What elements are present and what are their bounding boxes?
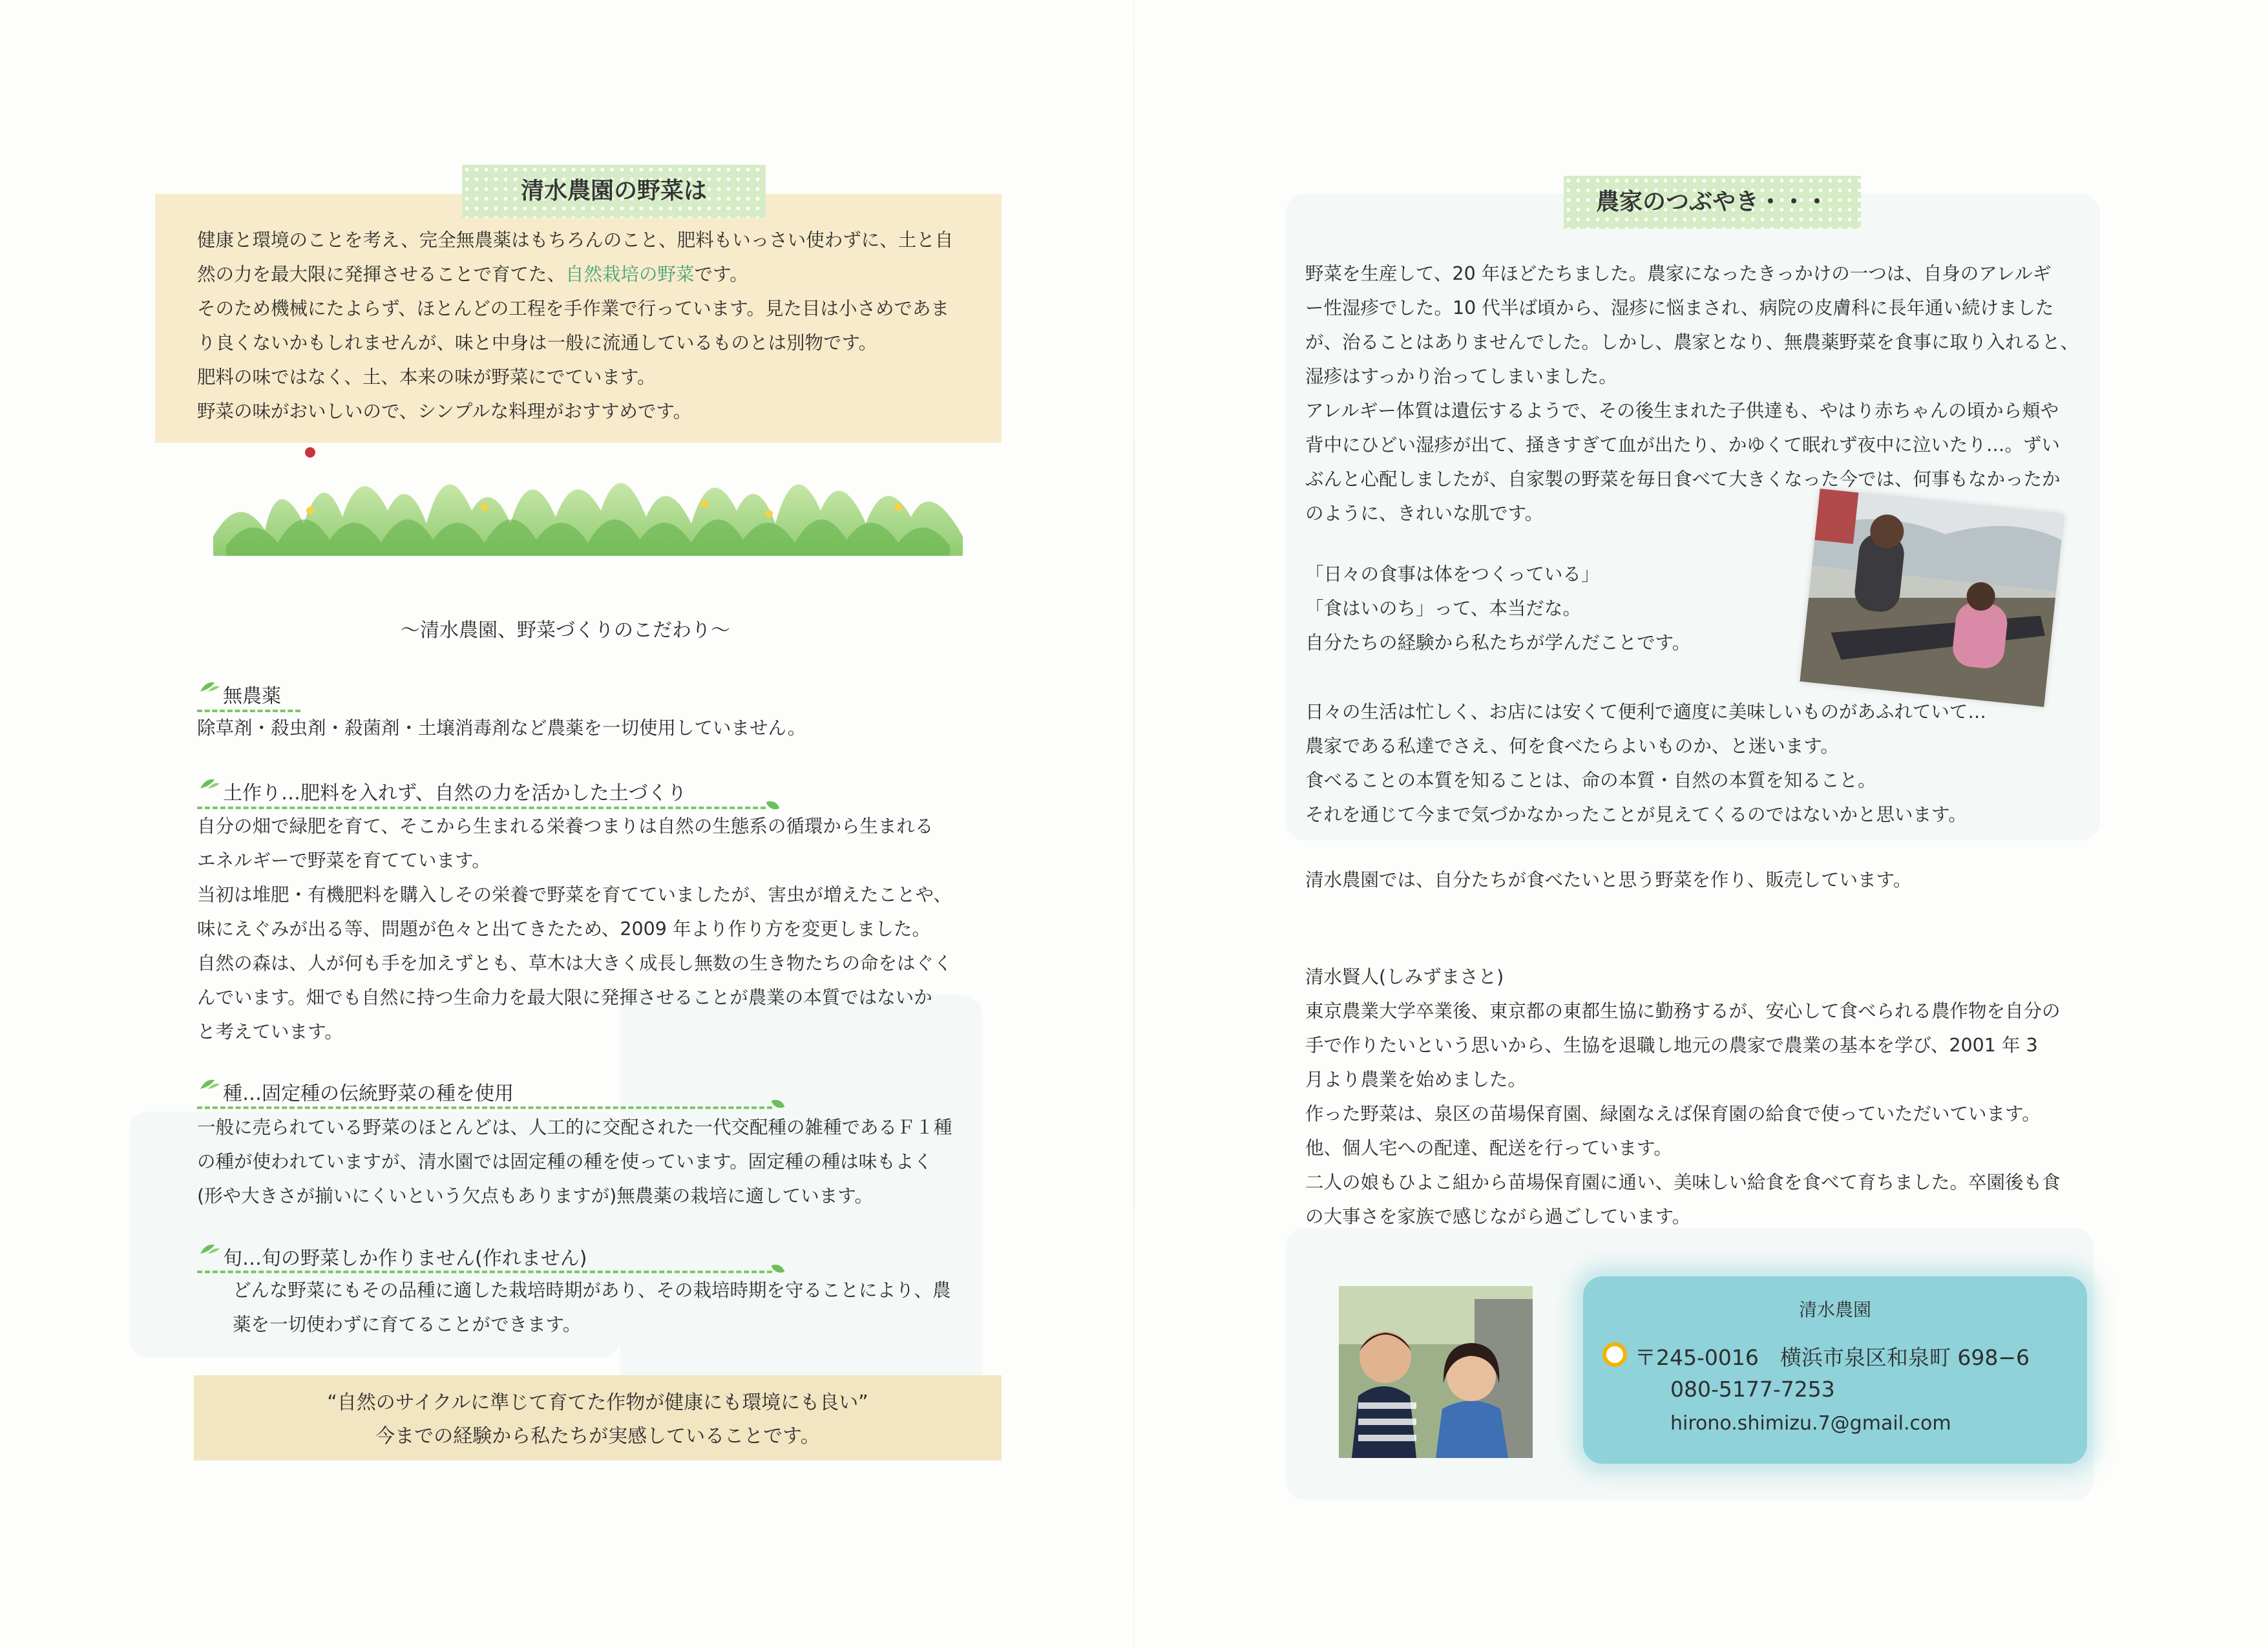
section-heading-seeds: 種…固定種の伝統野菜の種を使用 <box>223 1083 514 1105</box>
left-page-title: 清水農園の野菜は <box>462 165 766 218</box>
essay-line: が、治ることはありませんでした。しかし、農家となり、無農薬野菜を食事に取り入れると、 <box>1305 332 2079 353</box>
essay-line: のように、きれいな肌です。 <box>1305 503 1544 524</box>
intro-line-text: 然の力を最大限に発揮させることで育てた、 <box>197 264 566 285</box>
field-photo <box>1800 489 2064 707</box>
profile-name: 清水賢人(しみずまさと) <box>1305 966 1504 988</box>
essay-line: 農家である私達でさえ、何を食べたらよいものか、と迷います。 <box>1305 735 1839 757</box>
intro-line-after: です。 <box>694 264 748 285</box>
essay-line: 自分たちの経験から私たちが学んだことです。 <box>1305 632 1691 653</box>
section-text: 薬を一切使わずに育てることができます。 <box>233 1314 582 1335</box>
intro-line: 野菜の味がおいしいので、シンプルな料理がおすすめです。 <box>197 401 692 422</box>
section-text: 一般に売られている野菜のほとんどは、人工的に交配された一代交配種の雑種であるＦ１種 <box>197 1117 952 1138</box>
sprout-icon <box>199 1076 221 1090</box>
natural-farming-highlight: 自然栽培の野菜 <box>565 264 695 285</box>
right-page-title: 農家のつぶやき・・・ <box>1564 176 1861 229</box>
intro-line: 健康と環境のことを考え、完全無農薬はもちろんのこと、肥料もいっさい使わずに、土と自 <box>197 229 954 251</box>
intro-line: り良くないかもしれませんが、味と中身は一般に流通しているものとは別物です。 <box>197 332 877 354</box>
profile-line: 手で作りたいという思いから、生協を退職し地元の農家で農業の基本を学び、2001 年 3 <box>1305 1035 2038 1056</box>
essay-line: ぶんと心配しましたが、自家製の野菜を毎日食べて大きくなった今では、何事もなかったか <box>1305 469 2061 490</box>
bullet-icon <box>1602 1342 1627 1367</box>
essay-line: 湿疹はすっかり治ってしまいました。 <box>1305 366 1617 387</box>
section-text: どんな野菜にもその品種に適した栽培時期があり、その栽培時期を守ることにより、農 <box>233 1280 951 1301</box>
intro-line: そのため機械にたよらず、ほとんどの工程を手作業で行っています。見た目は小さめであま <box>197 298 949 319</box>
contact-card <box>1583 1276 2087 1464</box>
closing-statement: 今までの経験から私たちが実感していることです。 <box>375 1425 820 1448</box>
commitment-subtitle: ～清水農園、野菜づくりのこだわり～ <box>401 619 730 642</box>
section-text: の種が使われていますが、清水園では固定種の種を使っています。固定種の種は味もよく <box>197 1151 932 1172</box>
section-text: (形や大きさが揃いにくいという欠点もありますが)無農薬の栽培に適しています。 <box>197 1185 873 1207</box>
heading-underline <box>197 1106 772 1109</box>
profile-line: 二人の娘もひよこ組から苗場保育園に通い、美味しい給食を食べて育ちました。卒園後も食 <box>1305 1172 2061 1193</box>
essay-line: 「食はいのち」って、本当だな。 <box>1305 598 1581 619</box>
intro-line: 肥料の味ではなく、土、本来の味が野菜にでています。 <box>197 366 656 388</box>
section-text: 除草剤・殺虫剤・殺菌剤・土壌消毒剤など農薬を一切使用していません。 <box>197 717 806 739</box>
essay-line: 清水農園では、自分たちが食べたいと思う野菜を作り、販売しています。 <box>1305 869 1912 891</box>
contact-address: 〒245-0016 横浜市泉区和泉町 698−6 <box>1635 1345 2030 1370</box>
section-text: エネルギーで野菜を育てています。 <box>197 850 490 871</box>
profile-line: 東京農業大学卒業後、東京都の東都生協に勤務するが、安心して食べられる農作物を自分の <box>1305 1000 2061 1022</box>
essay-line: 食べることの本質を知ることは、命の本質・自然の本質を知ること。 <box>1305 770 1876 791</box>
sprout-icon <box>199 776 221 790</box>
essay-line: 「日々の食事は体をつくっている」 <box>1305 564 1600 585</box>
section-text: と考えています。 <box>197 1021 343 1042</box>
profile-line: の大事さを家族で感じながら過ごしています。 <box>1305 1206 1691 1227</box>
grass-illustration <box>213 433 963 556</box>
profile-line: 他、個人宅への配達、配送を行っています。 <box>1305 1137 1672 1159</box>
essay-line: 野菜を生産して、20 年ほどたちました。農家になったきっかけの一つは、自身のアレルギ <box>1305 263 2052 284</box>
section-text: んでいます。畑でも自然に持つ生命力を最大限に発揮させることが農業の本質ではないか <box>197 987 932 1008</box>
section-text: 当初は堆肥・有機肥料を購入しその栄養で野菜を育てていましたが、害虫が増えたことや、 <box>197 884 952 905</box>
section-text: 自分の畑で緑肥を育て、そこから生まれる栄養つまりは自然の生態系の循環から生まれる <box>197 816 934 837</box>
section-heading-soil: 土作り…肥料を入れず、自然の力を活かした土づくり <box>223 782 687 805</box>
section-heading-seasonal: 旬…旬の野菜しか作りません(作れません) <box>223 1247 587 1270</box>
contact-farm-name: 清水農園 <box>1798 1299 1871 1320</box>
sprout-icon <box>199 1241 221 1255</box>
profile-line: 月より農業を始めました。 <box>1305 1069 1527 1090</box>
section-text: 自然の森は、人が何も手を加えずとも、草木は大きく成長し無数の生き物たちの命をはぐく <box>197 953 952 974</box>
essay-line: 日々の生活は忙しく、お店には安くて便利で適度に美味しいものがあふれていて… <box>1305 701 1986 723</box>
contact-email[interactable]: hirono.shimizu.7@gmail.com <box>1670 1412 1951 1435</box>
essay-line: ー性湿疹でした。10 代半ば頃から、湿疹に悩まされ、病院の皮膚科に長年通い続けました <box>1305 297 2054 319</box>
sprout-icon <box>199 679 221 693</box>
essay-line: それを通じて今まで気づかなかったことが見えてくるのではないかと思います。 <box>1305 804 1967 825</box>
profile-line: 作った野菜は、泉区の苗場保育園、緑園なえば保育園の給食で使っていただいています。 <box>1305 1103 2041 1125</box>
closing-quote: “自然のサイクルに準じて育てた作物が健康にも環境にも良い” <box>327 1391 868 1414</box>
section-text: 味にえぐみが出る等、問題が色々と出てきたため、2009 年より作り方を変更しました。 <box>197 918 930 940</box>
intro-line <box>197 257 748 291</box>
page-fold <box>1133 0 1135 1648</box>
essay-line: 背中にひどい湿疹が出て、掻きすぎて血が出たり、かゆくて眠れず夜中に泣いたり…。ずい <box>1305 434 2060 456</box>
section-heading-no-pesticide: 無農薬 <box>223 685 281 708</box>
couple-photo <box>1339 1286 1533 1458</box>
contact-phone[interactable]: 080-5177-7253 <box>1670 1377 1835 1402</box>
essay-line: アレルギー体質は遺伝するようで、その後生まれた子供達も、やはり赤ちゃんの頃から頬や <box>1305 400 2059 421</box>
